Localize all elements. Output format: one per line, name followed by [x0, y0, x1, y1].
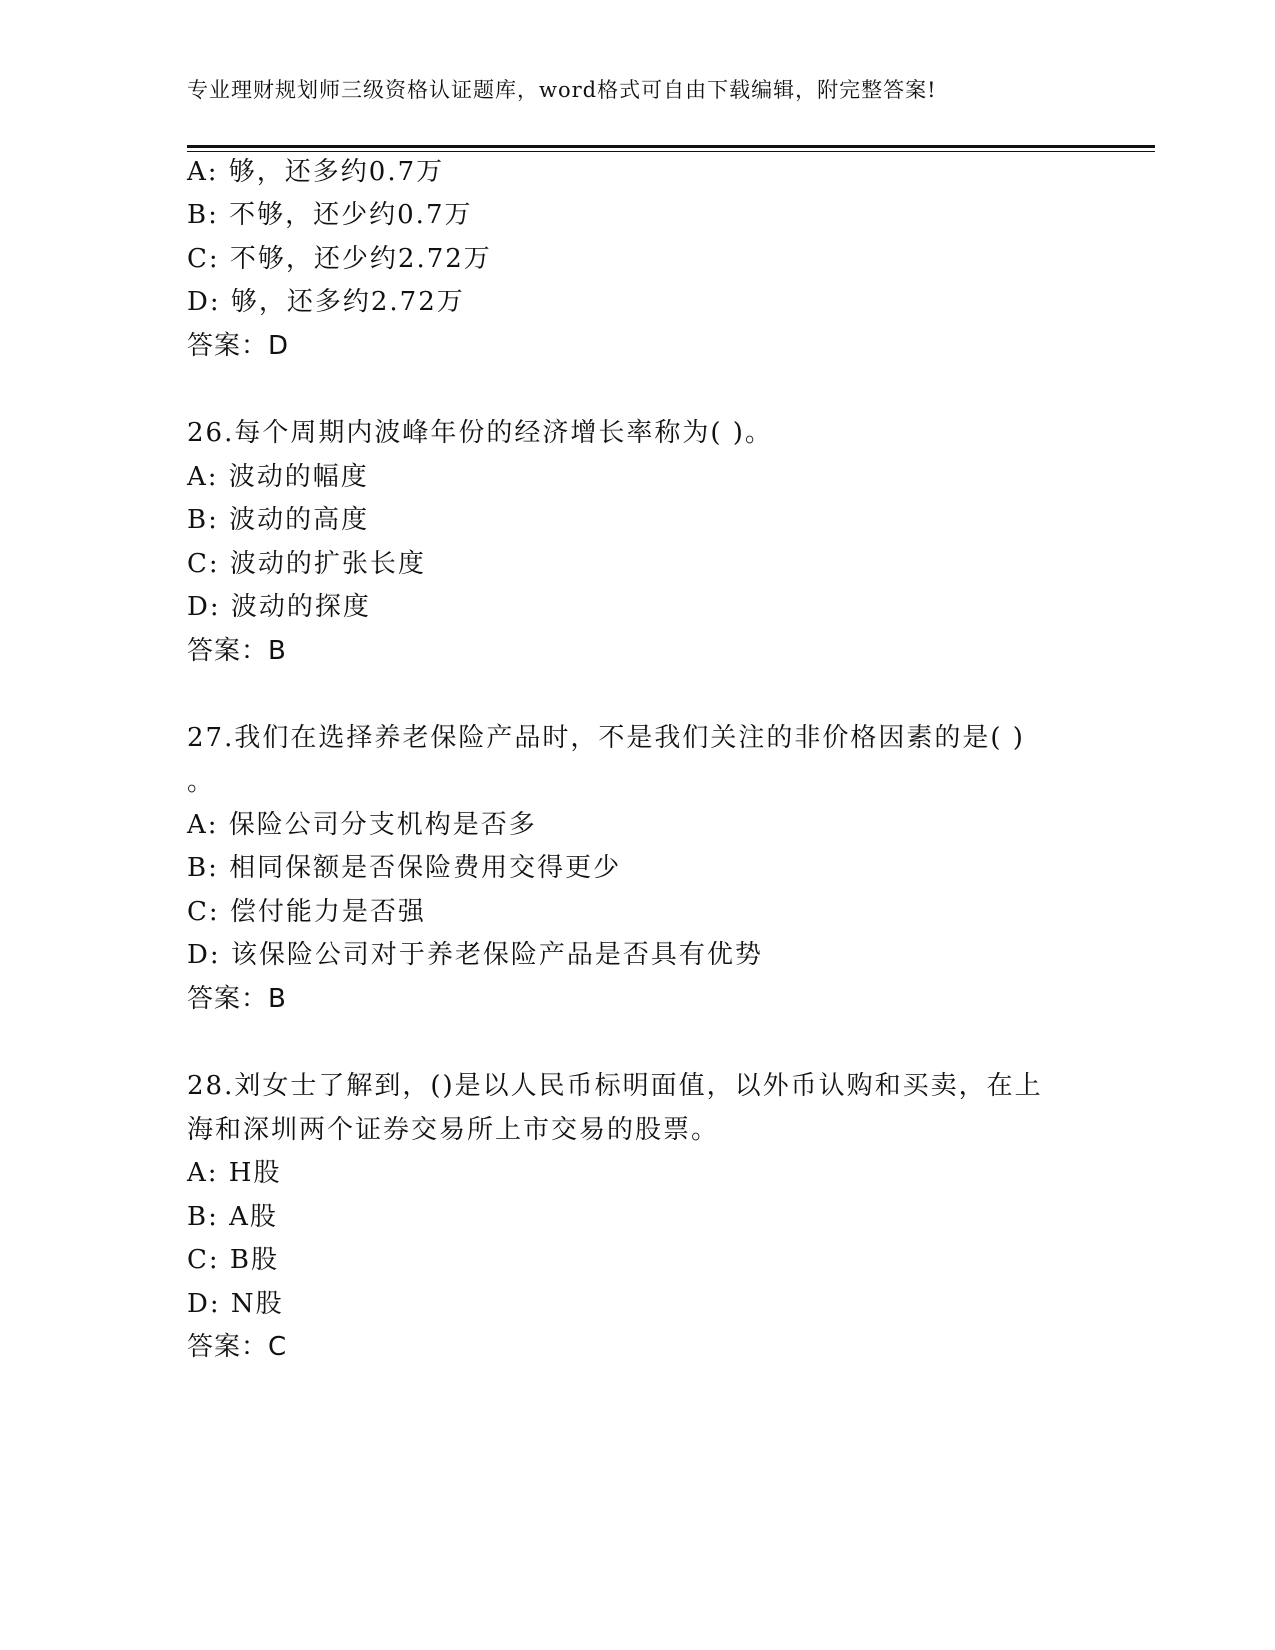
q27-question-line2: 。 [187, 767, 216, 797]
header-rule-thick [187, 145, 1155, 148]
q27-answer: 答案：B [187, 984, 287, 1014]
q28-option-b: B: A股 [187, 1202, 278, 1232]
q28-answer: 答案：C [187, 1332, 288, 1362]
q27-question-line1: 27.我们在选择养老保险产品时，不是我们关注的非价格因素的是( ) [187, 723, 1025, 753]
page-header: 专业理财规划师三级资格认证题库，word格式可自由下载编辑，附完整答案! [187, 78, 937, 102]
q26-question: 26.每个周期内波峰年份的经济增长率称为( )。 [187, 418, 773, 448]
q25-option-b: B: 不够，还少约0.7万 [187, 200, 473, 230]
q27-option-d: D: 该保险公司对于养老保险产品是否具有优势 [187, 940, 763, 970]
q26-answer: 答案：B [187, 636, 287, 666]
q27-option-c: C: 偿付能力是否强 [187, 897, 426, 927]
header-rule-thin [187, 151, 1155, 152]
q26-option-a: A: 波动的幅度 [187, 462, 369, 492]
q28-question-line2: 海和深圳两个证券交易所上市交易的股票。 [187, 1115, 720, 1145]
q25-option-d: D: 够，还多约2.72万 [187, 287, 465, 317]
q27-option-b: B: 相同保额是否保险费用交得更少 [187, 853, 622, 883]
q26-option-d: D: 波动的探度 [187, 592, 371, 622]
q27-option-a: A: 保险公司分支机构是否多 [187, 810, 537, 840]
q28-option-a: A: H股 [187, 1158, 282, 1188]
q26-option-b: B: 波动的高度 [187, 505, 370, 535]
q28-option-c: C: B股 [187, 1245, 280, 1275]
q26-option-c: C: 波动的扩张长度 [187, 549, 426, 579]
q28-option-d: D: N股 [187, 1289, 284, 1319]
q25-option-a: A: 够，还多约0.7万 [187, 157, 445, 187]
q25-option-c: C: 不够，还少约2.72万 [187, 244, 492, 274]
q25-answer: 答案：D [187, 331, 290, 361]
q28-question-line1: 28.刘女士了解到，()是以人民币标明面值，以外币认购和买卖，在上 [187, 1071, 1043, 1101]
